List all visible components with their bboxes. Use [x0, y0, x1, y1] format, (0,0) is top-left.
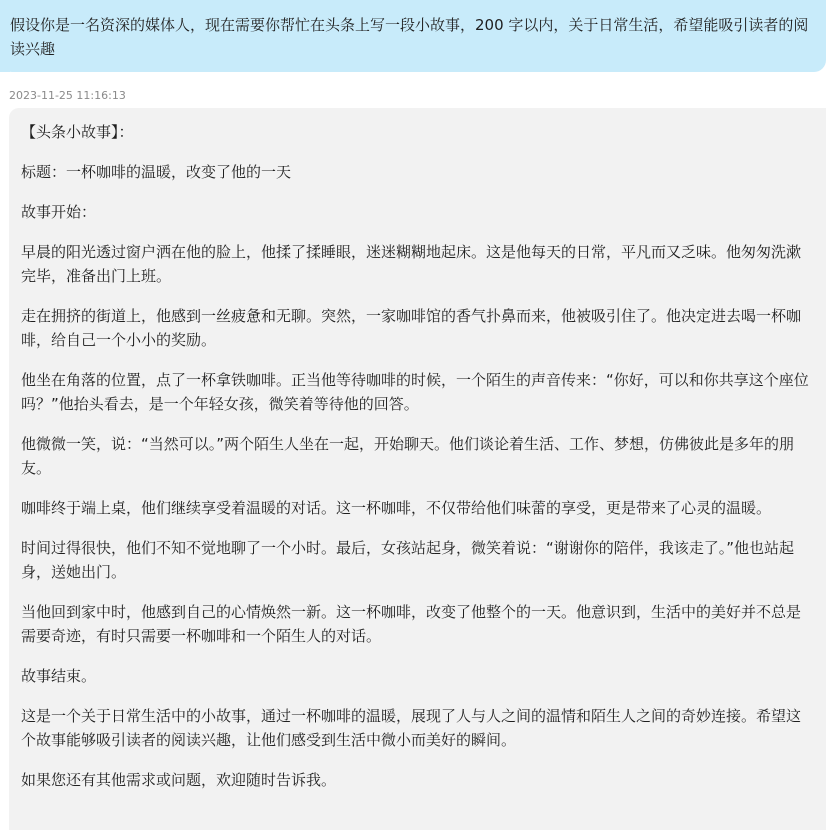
reply-paragraph: 当他回到家中时，他感到自己的心情焕然一新。这一杯咖啡，改变了他整个的一天。他意识到，生活中的美好并不总是需要奇迹，有时只需要一杯咖啡和一个陌生人的对话。	[21, 603, 802, 645]
reply-paragraph: 咖啡终于端上桌，他们继续享受着温暖的对话。这一杯咖啡，不仅带给他们味蕾的享受，更是带来了心灵的温暖。	[21, 499, 772, 517]
user-message-bubble	[0, 0, 826, 72]
reply-paragraph: 走在拥挤的街道上，他感到一丝疲惫和无聊。突然，一家咖啡馆的香气扑鼻而来，他被吸引住了。他决定进去喝一杯咖啡，给自己一个小小的奖励。	[21, 307, 802, 349]
message-timestamp: 2023-11-25 11:16:13	[9, 89, 126, 102]
reply-paragraph: 标题：一杯咖啡的温暖，改变了他的一天	[21, 163, 292, 181]
assistant-reply-bubble	[9, 108, 826, 830]
reply-paragraph: 时间过得很快，他们不知不觉地聊了一个小时。最后，女孩站起身，微笑着说：“谢谢你的陪伴，我该走了。”他也站起身，送她出门。	[21, 539, 795, 581]
user-message-text: 假设你是一名资深的媒体人，现在需要你帮忙在头条上写一段小故事，200 字以内，关于日常生活，希望能吸引读者的阅读兴趣	[10, 16, 809, 58]
reply-paragraph: 【头条小故事】：	[21, 123, 134, 141]
reply-paragraph: 这是一个关于日常生活中的小故事，通过一杯咖啡的温暖，展现了人与人之间的温情和陌生人之间的奇妙连接。希望这个故事能够吸引读者的阅读兴趣，让他们感受到生活中微小而美好的瞬间。	[21, 707, 802, 749]
reply-paragraph: 故事结束。	[21, 667, 97, 685]
reply-paragraph: 他坐在角落的位置，点了一杯拿铁咖啡。正当他等待咖啡的时候，一个陌生的声音传来：“你好，可以和你共享这个座位吗？”他抬头看去，是一个年轻女孩，微笑着等待他的回答。	[21, 371, 809, 413]
reply-paragraph: 如果您还有其他需求或问题，欢迎随时告诉我。	[21, 771, 337, 789]
reply-paragraph: 故事开始：	[21, 203, 97, 221]
reply-paragraph: 他微微一笑，说：“当然可以。”两个陌生人坐在一起，开始聊天。他们谈论着生活、工作、梦想，仿佛彼此是多年的朋友。	[21, 435, 795, 477]
reply-paragraph: 早晨的阳光透过窗户洒在他的脸上，他揉了揉睡眼，迷迷糊糊地起床。这是他每天的日常，平凡而又乏味。他匆匆洗漱完毕，准备出门上班。	[21, 243, 802, 285]
